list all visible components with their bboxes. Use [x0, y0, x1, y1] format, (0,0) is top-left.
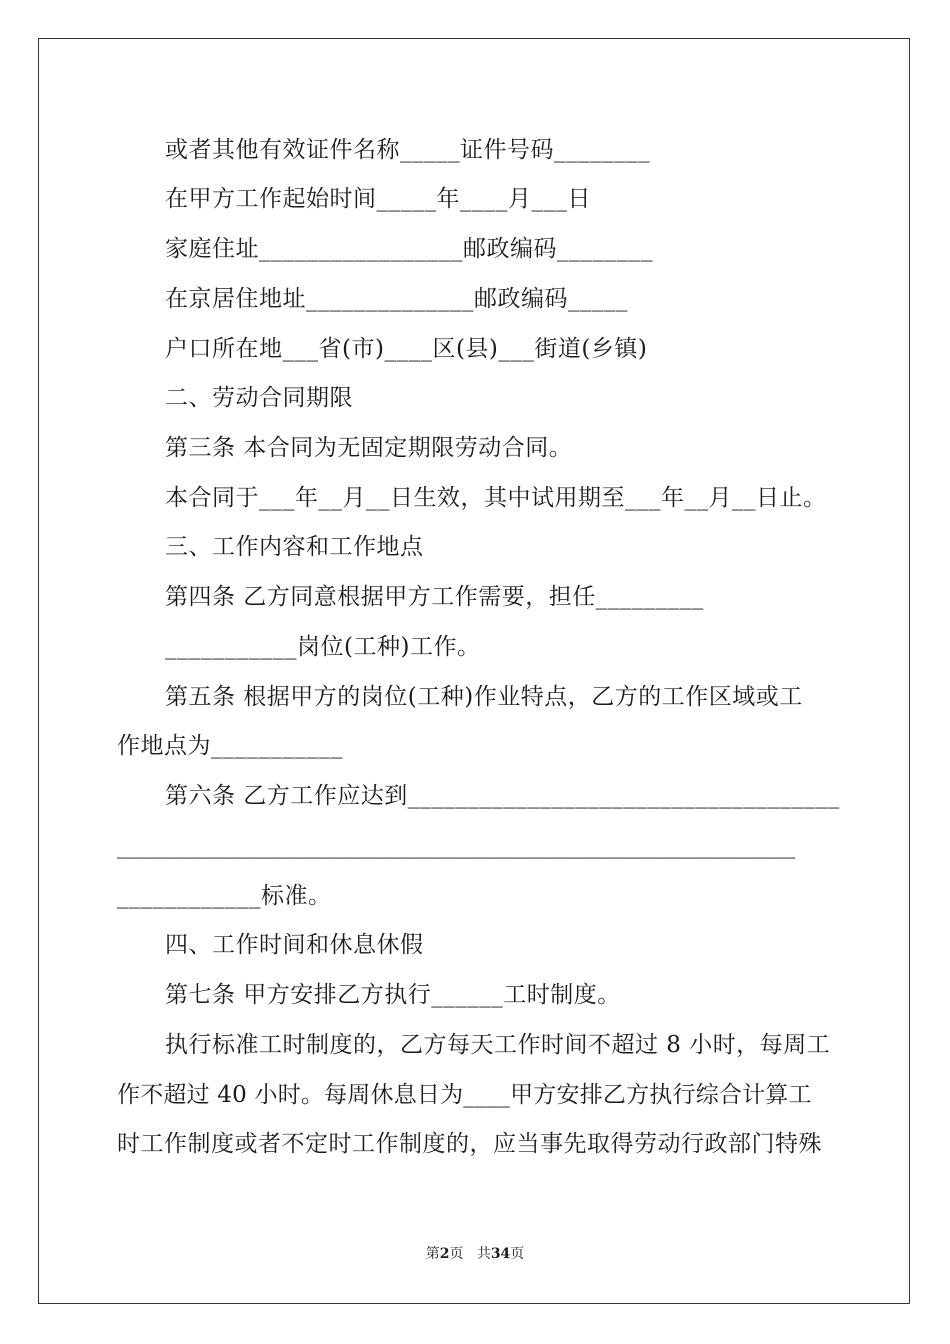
article-6-blank-line: ____________________________________________________________ — [117, 833, 796, 859]
article-5-continued: 作地点为___________ — [117, 733, 343, 759]
article-7: 第七条 甲方安排乙方执行______工时制度。 — [165, 982, 621, 1008]
article-5: 第五条 根据甲方的岗位(工种)作业特点，乙方的工作区域或工 — [165, 684, 803, 710]
article-4: 第四条 乙方同意根据甲方工作需要，担任_________ — [165, 584, 704, 610]
article-3: 第三条 本合同为无固定期限劳动合同。 — [165, 435, 573, 461]
article-6: 第六条 乙方工作应达到____________________________________ — [165, 783, 840, 809]
page-number: 2 — [439, 1246, 450, 1262]
section-heading-contract-term: 二、劳动合同期限 — [165, 385, 353, 411]
text-line-home-address: 家庭住址_________________邮政编码________ — [165, 236, 653, 262]
paragraph-standard-hours: 执行标准工时制度的，乙方每天工作时间不超过 8 小时，每周工 — [165, 1032, 831, 1058]
text-line-id-type: 或者其他有效证件名称_____证件号码________ — [165, 137, 650, 163]
total-pages: 34 — [490, 1246, 511, 1262]
paragraph-standard-hours-3: 时工作制度或者不定时工作制度的，应当事先取得劳动行政部门特殊 — [117, 1131, 822, 1157]
text-line-effective-date: 本合同于___年__月__日生效，其中试用期至___年__月__日止。 — [165, 485, 827, 511]
paragraph-standard-hours-2: 作不超过 40 小时。每周休息日为____甲方安排乙方执行综合计算工 — [117, 1082, 812, 1108]
page-suffix: 页 — [449, 1246, 464, 1262]
page-prefix: 第 — [425, 1246, 440, 1262]
total-prefix: 共 — [476, 1246, 491, 1262]
section-heading-work-content: 三、工作内容和工作地点 — [165, 534, 424, 560]
text-line-hukou: 户口所在地___省(市)____区(县)___街道(乡镇) — [165, 336, 648, 362]
article-4-continued: ___________岗位(工种)工作。 — [165, 634, 481, 660]
text-line-beijing-address: 在京居住地址______________邮政编码_____ — [165, 286, 628, 312]
page-footer — [0, 1244, 950, 1264]
total-suffix: 页 — [510, 1246, 525, 1262]
section-heading-working-hours: 四、工作时间和休息休假 — [165, 932, 424, 958]
article-6-continued: ____________标准。 — [117, 883, 332, 909]
text-line-start-date: 在甲方工作起始时间_____年____月___日 — [165, 186, 591, 212]
